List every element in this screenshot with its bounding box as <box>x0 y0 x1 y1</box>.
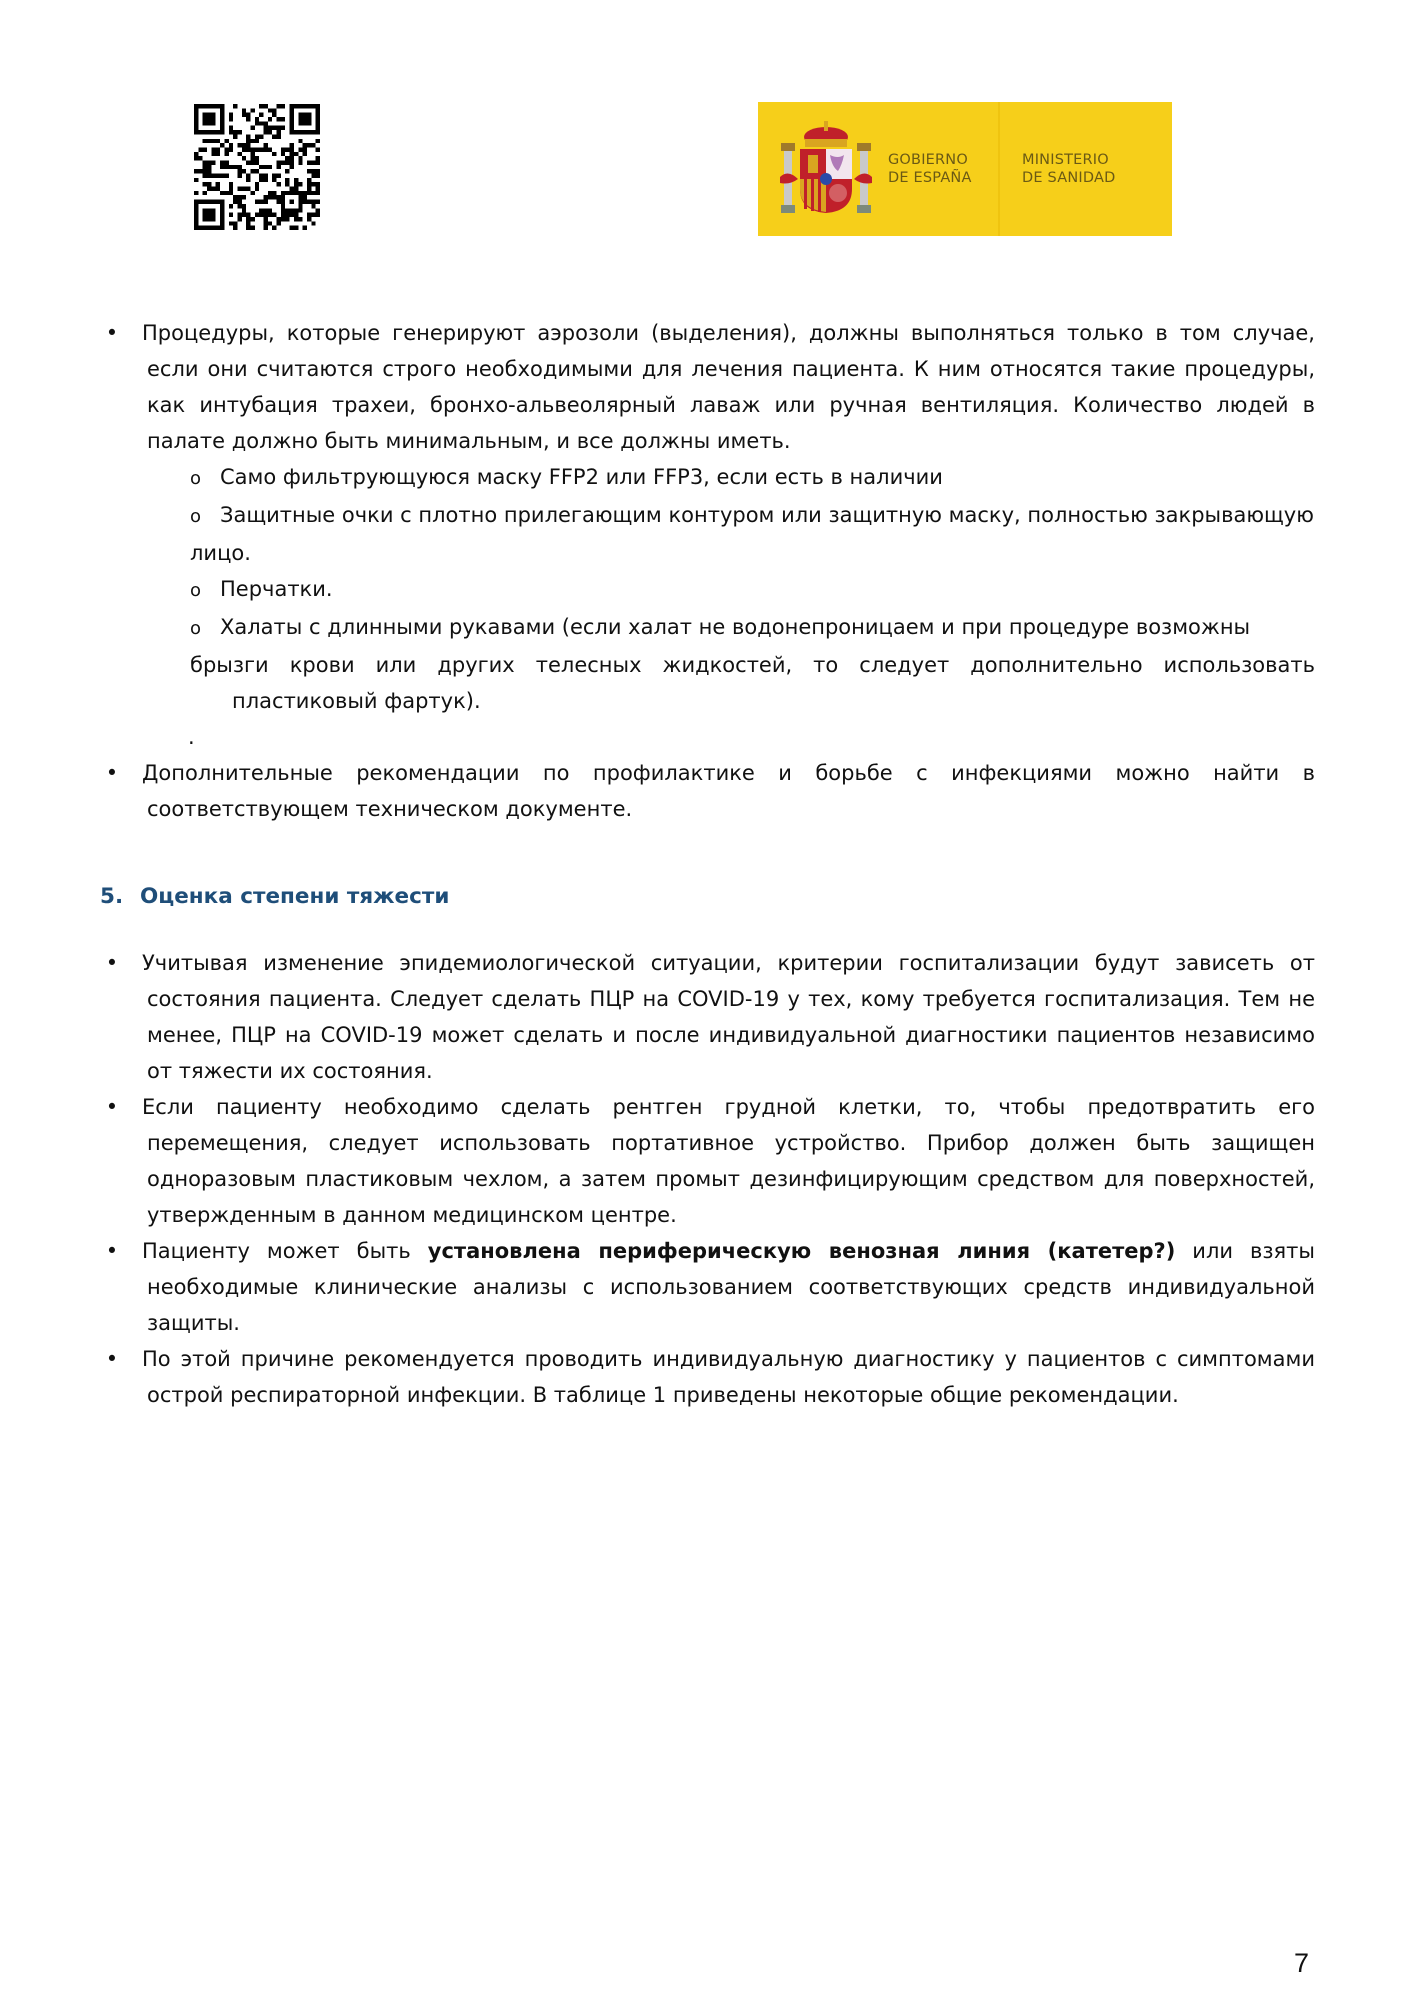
logo-text-gobierno: GOBIERNO <box>888 152 968 168</box>
list-item-aerosol-procedures <box>100 315 1315 459</box>
bullet-icon: • <box>105 761 119 785</box>
sub-list-item-goggles <box>100 497 1315 535</box>
bullet-icon: • <box>105 951 119 975</box>
bullet-icon: • <box>105 321 119 345</box>
sub-item-continuation: пластиковый фартук). <box>232 689 481 713</box>
paragraph-text: Дополнительные рекомендации по профилактике и борьбе с инфекциями можно найти в соответствующем техническом документе. <box>142 761 1315 821</box>
sub-list-item-gloves <box>100 571 1315 609</box>
paragraph-text: Процедуры, которые генерируют аэрозоли (выделения), должны выполняться только в том случае, если они считаются строго необходимыми для лечения пациента. К ним относятся такие процедуры, как интубация трахеи, бронхо-альвеолярный лаваж или ручная вентиляция. Количество людей в палате должно быть минимальным, и все должны иметь. <box>142 321 1315 453</box>
circle-bullet-icon: o <box>190 506 202 527</box>
government-logo <box>758 102 1172 236</box>
circle-bullet-icon: o <box>190 580 202 601</box>
text-run: Пациенту может быть <box>142 1239 428 1263</box>
list-item-individual-diagnosis <box>100 1341 1315 1413</box>
paragraph-text: Учитывая изменение эпидемиологической ситуации, критерии госпитализации будут зависеть от состояния пациента. Следует сделать ПЦР на COVID-19 у тех, кому требуется госпитализация. Тем не менее, ПЦР на COVID-19 может сделать и после индивидуальной диагностики пациентов независимо от тяжести их состояния. <box>142 951 1315 1083</box>
bullet-icon: • <box>105 1095 119 1119</box>
list-item-venous-line <box>100 1233 1315 1341</box>
logo-text-ministerio: MINISTERIO <box>1022 152 1109 168</box>
gobierno-de-espana-block <box>758 102 1000 236</box>
sub-item-continuation: брызги крови или других телесных жидкостей, то следует дополнительно использовать <box>190 653 1315 677</box>
sub-item-text: Защитные очки с плотно прилегающим контуром или защитную маску, полностью закрывающую <box>220 503 1314 527</box>
bullet-icon: • <box>105 1239 119 1263</box>
list-item-additional-recommendations <box>100 755 1315 827</box>
sub-list-item-ffp-mask <box>100 459 1315 497</box>
section-heading <box>100 879 1315 915</box>
stray-dot: . <box>188 725 195 749</box>
circle-bullet-icon: o <box>190 468 202 489</box>
sub-item-text: Само фильтрующуюся маску FFP2 или FFP3, если есть в наличии <box>220 465 943 489</box>
list-item-chest-xray <box>100 1089 1315 1233</box>
paragraph-text <box>142 1233 1315 1341</box>
logo-text-de-sanidad: DE SANIDAD <box>1022 170 1116 186</box>
text-run: или взяты необходимые клинические анализы с использованием соответствующих средств индивидуальной защиты. <box>147 1239 1315 1335</box>
bullet-icon: • <box>105 1347 119 1371</box>
sub-item-text: Халаты с длинными рукавами (если халат не водонепроницаем и при процедуре возможны <box>220 615 1251 639</box>
list-item-hospitalization-criteria <box>100 945 1315 1089</box>
ministerio-de-sanidad-block <box>1000 102 1172 236</box>
circle-bullet-icon: o <box>190 618 202 639</box>
qr-code-icon <box>194 104 320 230</box>
bold-text-run: установлена периферическую венозная линия (катетер?) <box>427 1239 1176 1263</box>
sub-item-continuation: лицо. <box>190 541 251 565</box>
sub-item-text: Перчатки. <box>220 577 333 601</box>
section-title: Оценка степени тяжести <box>140 884 450 909</box>
page-content <box>100 315 1315 1413</box>
section-number: 5. <box>100 884 124 909</box>
sub-list-item-gowns <box>100 609 1315 647</box>
paragraph-text: По этой причине рекомендуется проводить индивидуальную диагностику у пациентов с симптомами острой респираторной инфекции. В таблице 1 приведены некоторые общие рекомендации. <box>142 1347 1315 1407</box>
paragraph-text: Если пациенту необходимо сделать рентген грудной клетки, то, чтобы предотвратить его перемещения, следует использовать портативное устройство. Прибор должен быть защищен одноразовым пластиковым чехлом, а затем промыт дезинфицирующим средством для поверхностей, утвержденным в данном медицинском центре. <box>142 1095 1315 1227</box>
logo-text-de-espana: DE ESPAÑA <box>888 170 972 186</box>
page-number: 7 <box>1294 1948 1310 1978</box>
spain-coat-of-arms-icon <box>778 119 874 219</box>
